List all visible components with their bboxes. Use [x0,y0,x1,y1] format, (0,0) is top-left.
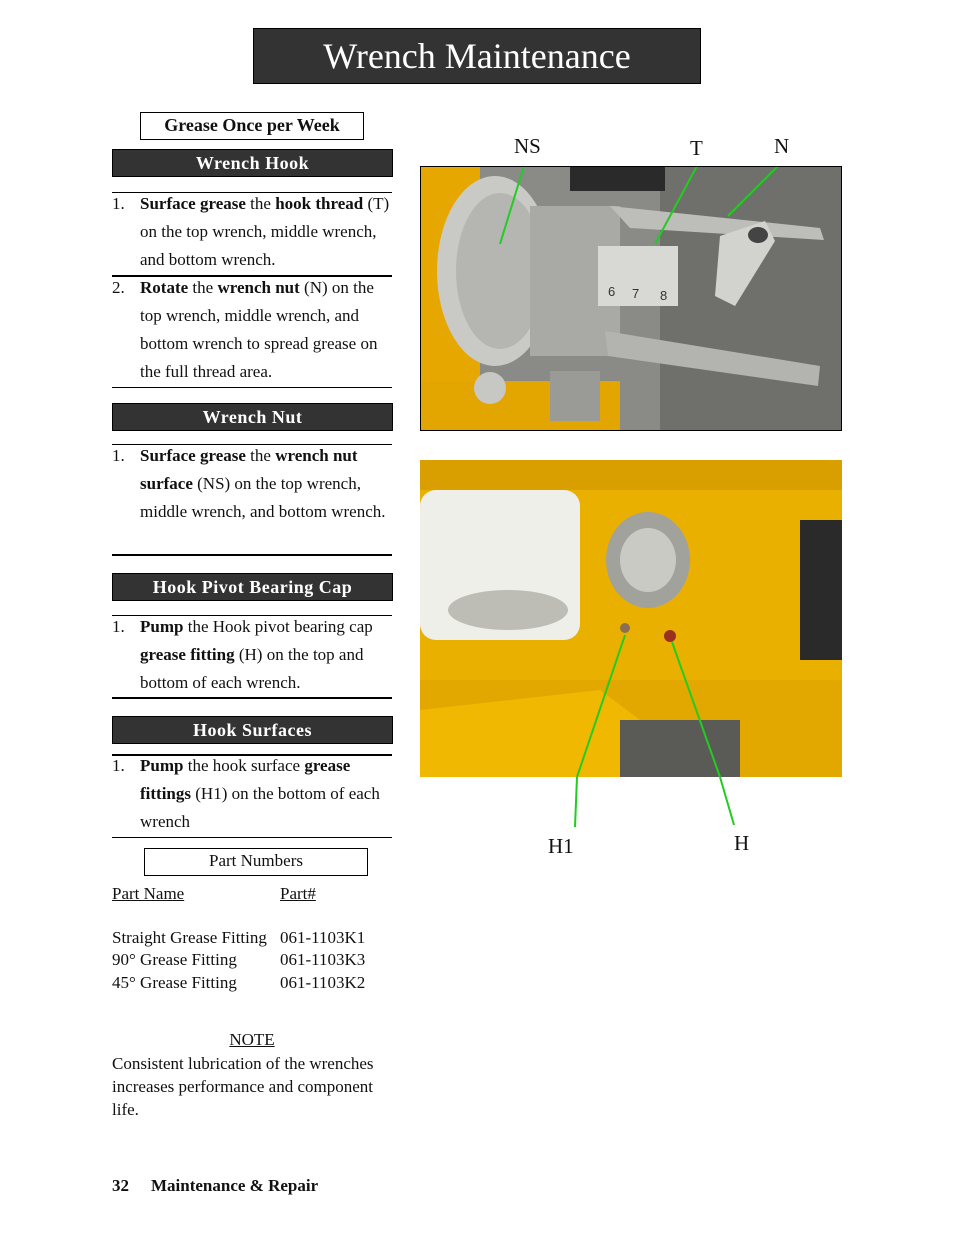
part-name: 90° Grease Fitting [112,950,237,969]
pin-bore [748,227,768,243]
step-text: (NS) on the top wrench, middle wrench, and bottom wrench. [140,474,386,521]
part-number: 061-1103K2 [280,973,366,992]
step-action: Surface grease [140,194,246,213]
step-pivot-1 [112,613,394,697]
step-text: the [245,446,276,465]
roller-bolt [448,590,568,630]
step-action: Rotate [140,278,189,297]
step-target: hook thread [275,194,364,213]
note-heading: NOTE [229,1030,275,1049]
page-number: 32 [112,1176,129,1195]
step-number: 1. [112,194,125,213]
part-number: 061-1103K3 [280,950,366,969]
hoses [570,166,665,191]
pivot-bearing-photo [420,460,842,777]
lower-cylinder [550,371,600,421]
callout-t: T [690,136,703,160]
step-text: the Hook pivot bearing cap [183,617,373,636]
step-surfaces-1 [112,752,394,836]
step-text: (T) on the top wrench, middle wrench, and bottom wrench. [140,194,390,269]
callout-line-h1-ext [575,777,577,827]
table-row [112,928,366,948]
wrench-hook-photo [420,166,842,431]
step-nut-1 [112,442,394,526]
step-text: the [188,278,218,297]
divider [112,387,392,388]
step-text: (H) on the top and bottom of each wrench. [140,645,364,692]
step-hook-2 [112,274,394,386]
yellow-top [420,460,842,490]
grease-fitting-h1 [620,623,630,633]
page-footer [112,1176,318,1196]
step-action: Surface grease [140,446,246,465]
step-text: the [245,194,276,213]
callout-h: H [734,831,750,855]
grease-fitting-h [664,630,676,642]
footer-section: Maintenance & Repair [151,1176,319,1195]
col-part-number: Part# [280,884,316,903]
section-header-hook-surfaces: Hook Surfaces [112,716,393,744]
step-number: 1. [112,756,125,775]
hex-bolt [474,372,506,404]
part-number: 061-1103K1 [280,928,366,947]
table-row [112,950,366,970]
callout-ns: NS [514,134,541,158]
section-header-wrench-nut: Wrench Nut [112,403,393,431]
step-number: 1. [112,446,125,465]
chain [800,520,842,660]
divider [112,554,392,556]
step-text: the hook surface [183,756,305,775]
callout-n: N [774,134,790,158]
divider [112,837,392,838]
page-title: Wrench Maintenance [253,28,701,84]
step-target: wrench nut surface [140,446,358,493]
callout-line-extension [560,777,740,829]
step-action: Pump [140,617,184,636]
parts-header-row [112,884,316,904]
part-numbers-heading: Part Numbers [144,848,368,876]
gauge-digit: 7 [632,286,640,301]
part-name: Straight Grease Fitting [112,928,267,947]
step-target: grease fitting [140,645,235,664]
note-body: Consistent lubrication of the wrenches increases performance and component life. [112,1054,374,1119]
section-header-hook-pivot: Hook Pivot Bearing Cap [112,573,393,601]
step-hook-1 [112,190,394,274]
col-part-name: Part Name [112,884,185,903]
part-name: 45° Grease Fitting [112,973,237,992]
lower-shadow [620,720,740,777]
gauge-digit: 6 [608,284,616,299]
step-text: (H1) on the bottom of each wrench [140,784,380,831]
callout-line-h-ext [720,777,734,825]
step-number: 1. [112,617,125,636]
section-header-wrench-hook: Wrench Hook [112,149,393,177]
bearing-cap-inner [620,528,676,592]
step-target: grease fittings [140,756,351,803]
gauge-digit: 8 [660,288,668,303]
step-action: Pump [140,756,184,775]
grease-frequency-label: Grease Once per Week [140,112,364,140]
asphalt [660,166,842,431]
step-number: 2. [112,278,125,297]
table-row [112,973,366,993]
step-text: (N) on the top wrench, middle wrench, and bottom wrench to spread grease on the full thread area. [140,278,378,381]
step-target: wrench nut [217,278,300,297]
divider [112,697,392,699]
callout-h1: H1 [548,834,574,858]
